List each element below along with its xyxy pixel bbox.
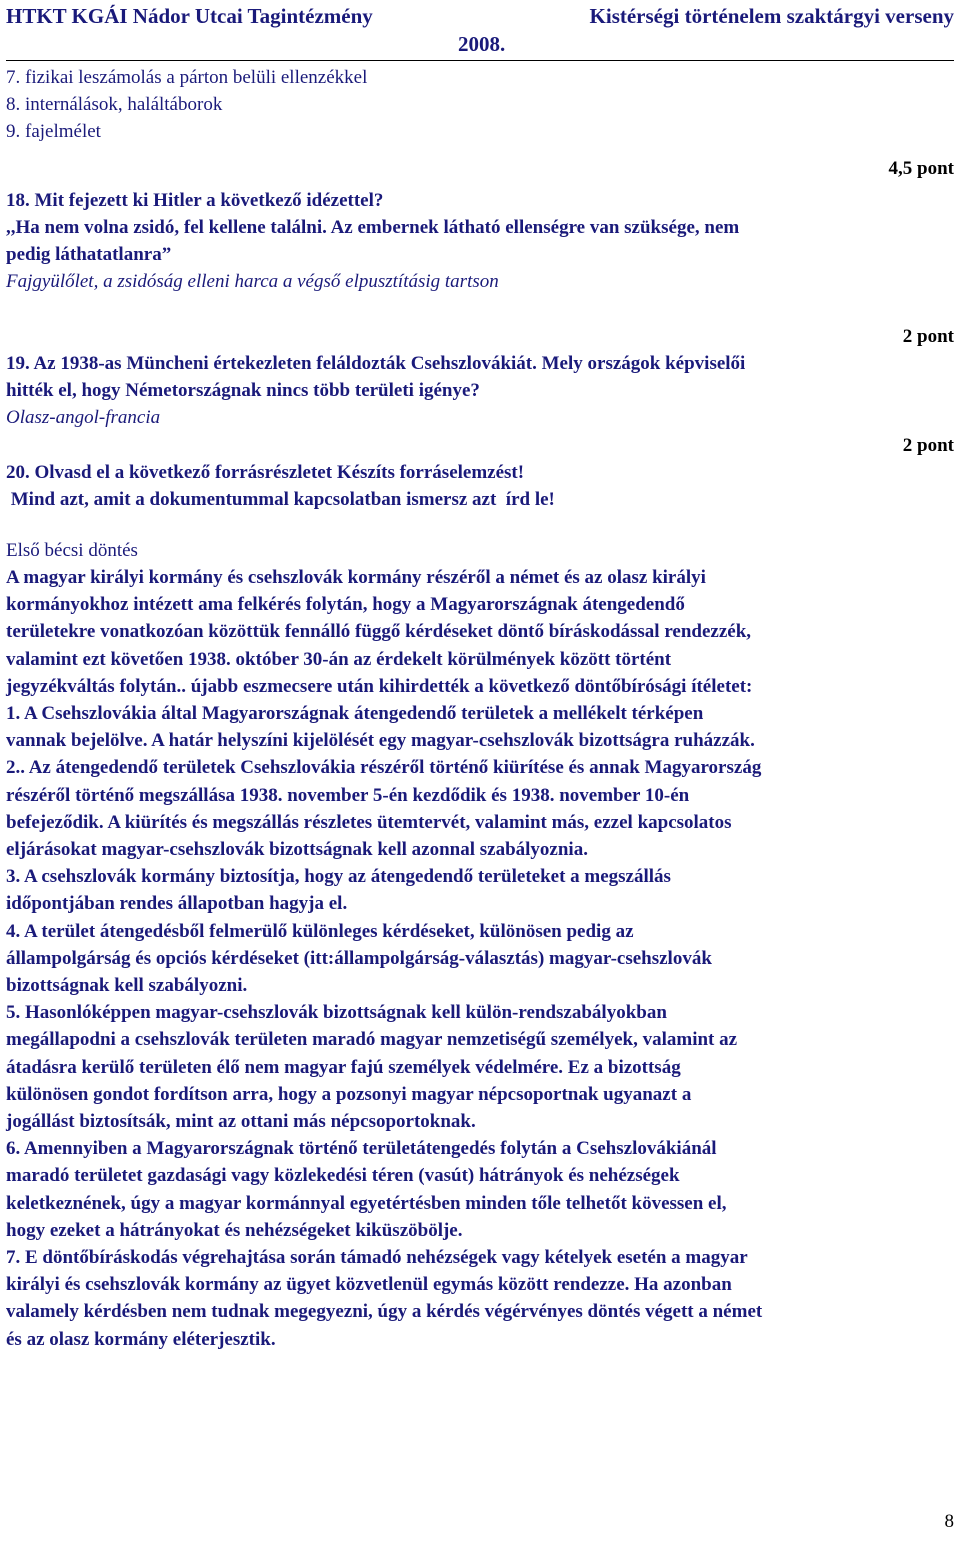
question-19-line-1: 19. Az 1938-as Müncheni értekezleten feláldozták Csehszlovákiát. Mely országok képviselői	[6, 353, 746, 374]
source-line: jegyzékváltás folytán.. újabb eszmecsere után kihirdették a következő döntőbírósági ítéletet:	[6, 675, 753, 697]
points-q18: 2 pont	[902, 326, 954, 347]
source-line: 3. A csehszlovák kormány biztosítja, hogy az átengedendő területeket a megszállás	[6, 866, 671, 888]
answer-18: Fajgyülőlet, a zsidóság elleni harca a végső elpusztításig tartson	[6, 271, 499, 292]
points-q19: 2 pont	[902, 435, 954, 456]
page-number: 8	[944, 1511, 954, 1532]
question-20-line-2: Mind azt, amit a dokumentummal kapcsolatban ismersz azt írd le!	[6, 489, 555, 510]
source-line: területekre vonatkozóan közöttük fennálló függő kérdéseket döntő bíráskodással rendezzék,	[6, 621, 752, 643]
source-line: különösen gondot fordítson arra, hogy a pozsonyi magyar népcsoportnak ugyanazt a	[6, 1083, 692, 1105]
list-item-8: 8. internálások, haláltáborok	[6, 94, 223, 115]
page-content	[6, 64, 954, 1353]
source-text	[6, 564, 954, 1353]
source-line: állampolgárság és opciós kérdéseket (itt:állampolgárság-választás) magyar-csehszlovák	[6, 947, 712, 969]
source-line: királyi és csehszlovák kormány az ügyet közvetlenül egymás között rendezze. Ha azonban	[6, 1274, 732, 1296]
answer-19: Olasz-angol-francia	[6, 407, 161, 428]
source-line: 7. E döntőbíráskodás végrehajtása során támadó nehézségek vagy kételyek esetén a magyar	[6, 1247, 748, 1269]
source-title: Első bécsi döntés	[6, 540, 138, 561]
source-line: maradó területet gazdasági vagy közlekedési téren (vasút) hátrányok és nehézségek	[6, 1165, 680, 1187]
source-line: keletkeznének, úgy a magyar kormánnyal egyetértésben minden tőle telhetőt kövessen el,	[6, 1192, 727, 1214]
question-20-line-1: 20. Olvasd el a következő forrásrészletet Készíts forráselemzést!	[6, 462, 525, 483]
header-school-name: HTKT KGÁI Nádor Utcai Tagintézmény	[6, 4, 373, 28]
question-18: 18. Mit fejezett ki Hitler a következő idézettel?	[6, 190, 384, 211]
header-competition-name: Kistérségi történelem szaktárgyi verseny	[589, 4, 954, 28]
source-line: megállapodni a csehszlovák területen maradó magyar nemzetiségű személyek, valamint az	[6, 1029, 738, 1051]
source-line: bizottságnak kell szabályozni.	[6, 975, 248, 997]
source-line: részéről történő megszállása 1938. november 5-én kezdődik és 1938. november 10-én	[6, 784, 690, 806]
source-line: kormányokhoz intézett ama felkérés folytán, hogy a Magyarországnak átengedendő	[6, 594, 685, 616]
question-18-quote-line-1: ,,Ha nem volna zsidó, fel kellene találni. Az embernek látható ellenségre van szüksége, nem	[6, 217, 740, 238]
question-18-quote-line-2: pedig láthatatlanra”	[6, 244, 172, 265]
source-line: eljárásokat magyar-csehszlovák bizottságnak kell azonnal szabályoznia.	[6, 839, 588, 861]
page-header	[6, 0, 954, 61]
source-line: A magyar királyi kormány és csehszlovák kormány részéről a német és az olasz királyi	[6, 567, 706, 588]
source-line: jogállást biztosítsák, mint az ottani más népcsoportoknak.	[6, 1111, 476, 1133]
source-line: vannak bejelölve. A határ helyszíni kijelölését egy magyar-csehszlovák bizottságra ruházzák.	[6, 730, 755, 752]
question-19-line-2: hitték el, hogy Németországnak nincs több területi igénye?	[6, 380, 480, 401]
source-line: 6. Amennyiben a Magyarországnak történő területátengedés folytán a Csehszlovákiánál	[6, 1138, 717, 1160]
source-line: és az olasz kormány eléterjesztik.	[6, 1328, 276, 1350]
source-line: hogy ezeket a hátrányokat és nehézségeket kiküszöbölje.	[6, 1219, 463, 1241]
source-line: valamely kérdésben nem tudnak megegyezni, úgy a kérdés végérvényes döntés végett a német	[6, 1301, 763, 1323]
points-q17: 4,5 pont	[888, 158, 954, 179]
source-line: 2.. Az átengedendő területek Csehszlovákia részéről történő kiürítése és annak Magyarország	[6, 757, 762, 779]
source-line: befejeződik. A kiürítés és megszállás részletes ütemtervét, valamint más, ezzel kapcsolatos	[6, 811, 732, 833]
source-line: időpontjában rendes állapotban hagyja el.	[6, 893, 348, 915]
source-line: átadásra kerülő területen élő nem magyar fajú személyek védelmére. Ez a bizottság	[6, 1056, 681, 1078]
source-line: 5. Hasonlóképpen magyar-csehszlovák bizottságnak kell külön-rendszabályokban	[6, 1002, 667, 1024]
list-item-7: 7. fizikai leszámolás a párton belüli ellenzékkel	[6, 67, 368, 88]
source-line: 1. A Csehszlovákia által Magyarországnak átengedendő területek a mellékelt térképen	[6, 703, 704, 725]
source-line: valamint ezt követően 1938. október 30-án az érdekelt körülmények között történt	[6, 648, 672, 670]
header-year: 2008.	[458, 32, 506, 56]
source-line: 4. A terület átengedésből felmerülő különleges kérdéseket, különösen pedig az	[6, 920, 634, 942]
list-item-9: 9. fajelmélet	[6, 121, 101, 142]
